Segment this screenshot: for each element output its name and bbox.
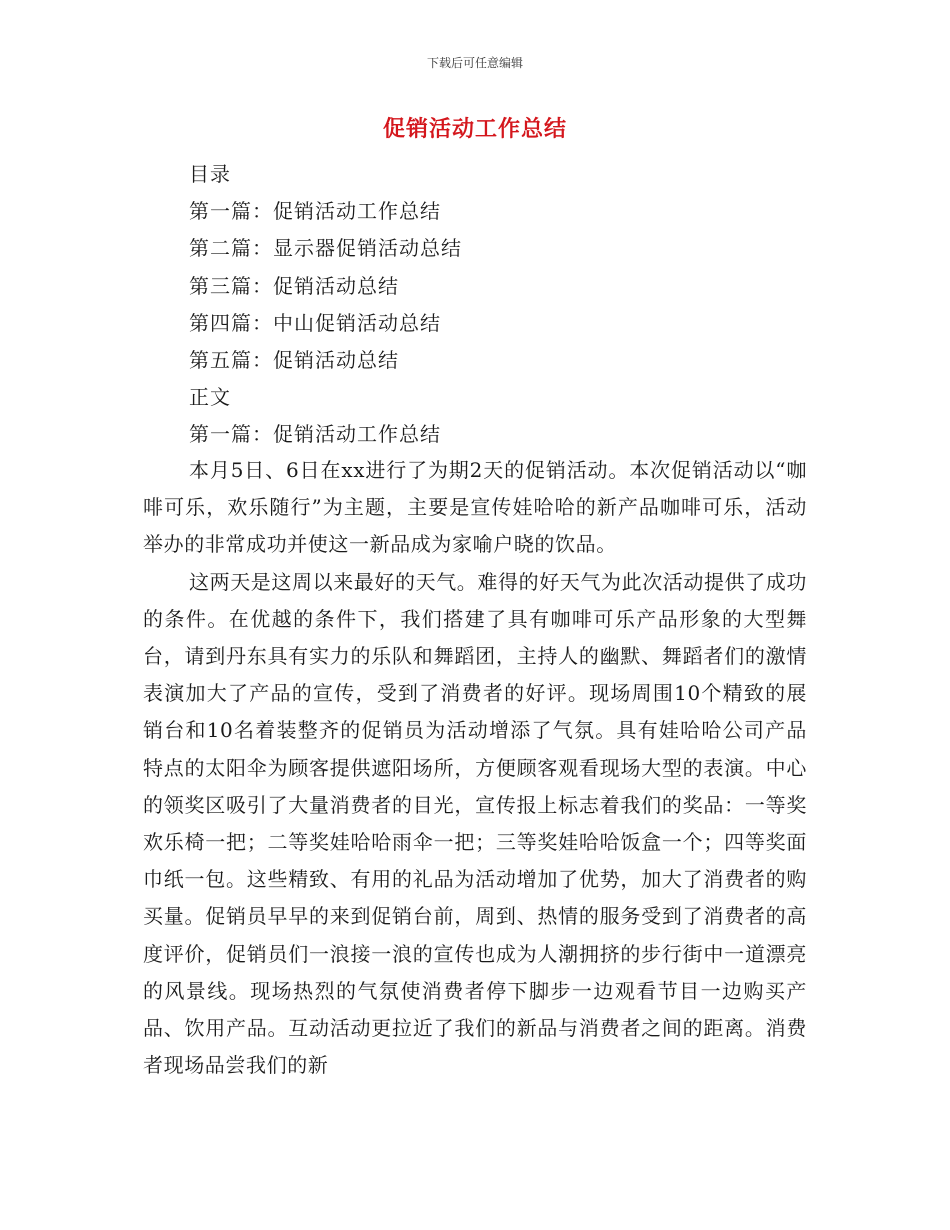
paragraph: 本月5日、6日在xx进行了为期2天的促销活动。本次促销活动以“咖啡可乐，欢乐随行”为主题，主要是宣传娃哈哈的新产品咖啡可乐，活动举办的非常成功并使这一新品成为家喻户晓的饮品。	[143, 458, 807, 557]
toc-item: 第四篇：中山促销活动总结	[189, 310, 441, 335]
document-title: 促销活动工作总结	[382, 117, 567, 142]
toc-item: 第二篇：显示器促销活动总结	[189, 236, 462, 261]
table-of-contents	[189, 156, 829, 454]
body-heading: 正文	[189, 385, 231, 410]
toc-item: 第一篇：促销活动工作总结	[189, 199, 441, 224]
section-heading: 第一篇：促销活动工作总结	[189, 422, 441, 447]
toc-item: 第三篇：促销活动总结	[189, 273, 399, 298]
body-text	[143, 452, 807, 1084]
toc-heading: 目录	[189, 162, 231, 186]
header-note: 下载后可任意编辑	[426, 56, 523, 70]
paragraph: 这两天是这周以来最好的天气。难得的好天气为此次活动提供了成功的条件。在优越的条件下，我们搭建了具有咖啡可乐产品形象的大型舞台，请到丹东具有实力的乐队和舞蹈团，主持人的幽默、舞蹈者们的激情表演加大了产品的宣传，受到了消费者的好评。现场周围10个精致的展销台和10名着装整齐的促销员为活动增添了气氛。具有娃哈哈公司产品特点的太阳伞为顾客提供遮阳场所，方便顾客观看现场大型的表演。中心的领奖区吸引了大量消费者的目光，宣传报上标志着我们的奖品：一等奖欢乐椅一把；二等奖娃哈哈雨伞一把；三等奖娃哈哈饭盒一个；四等奖面巾纸一包。这些精致、有用的礼品为活动增加了优势，加大了消费者的购买量。促销员早早的来到促销台前，周到、热情的服务受到了消费者的高度评价，促销员们一浪接一浪的宣传也成为人潮拥挤的步行街中一道漂亮的风景线。现场热烈的气氛使消费者停下脚步一边观看节目一边购买产品、饮用产品。互动活动更拉近了我们的新品与消费者之间的距离。消费者现场品尝我们的新	[143, 569, 807, 1078]
toc-item: 第五篇：促销活动总结	[189, 347, 399, 372]
